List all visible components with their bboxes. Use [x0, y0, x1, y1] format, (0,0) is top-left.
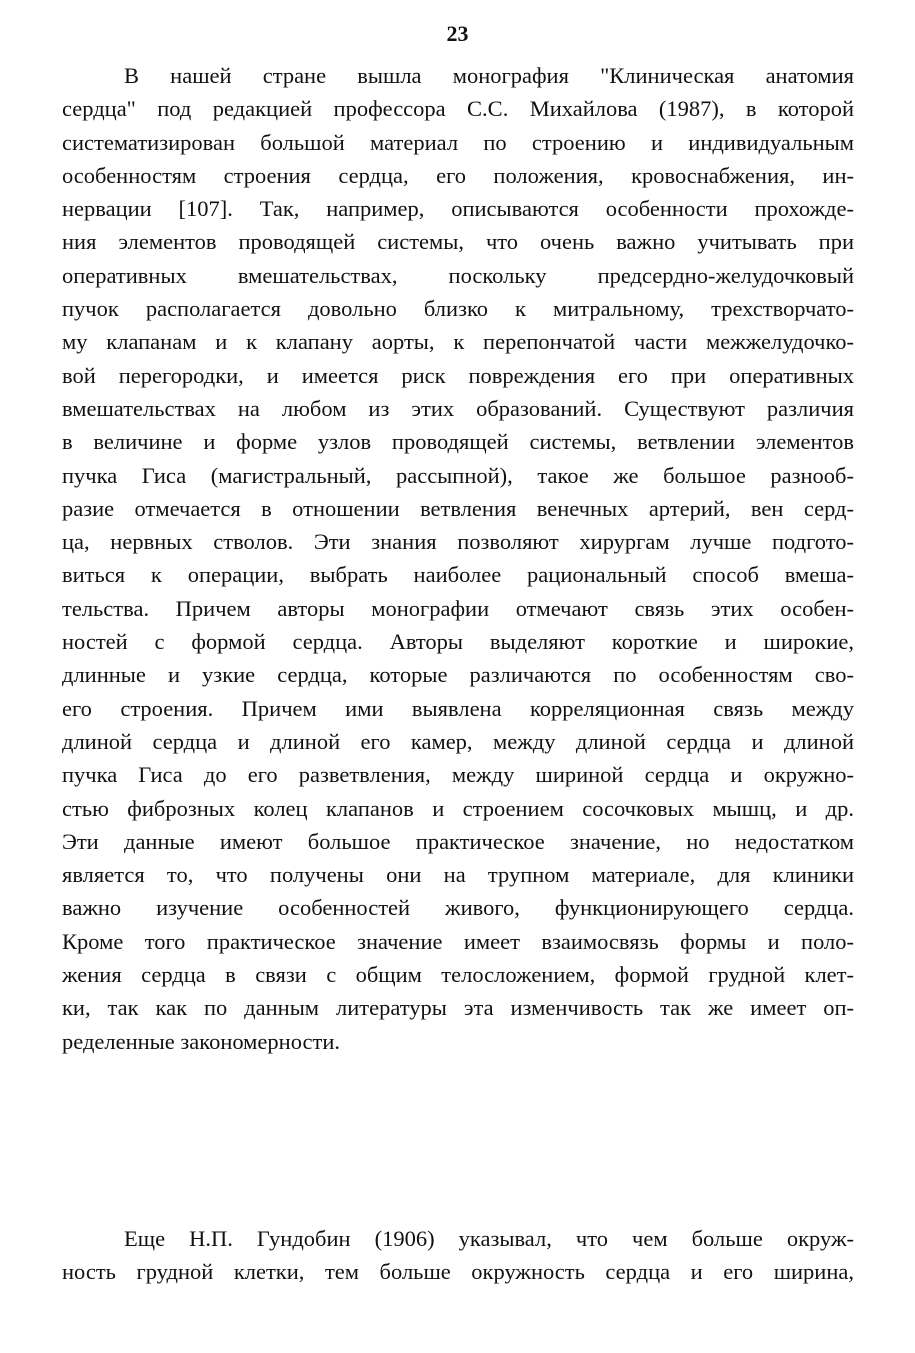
text-line: особенностям строения сердца, его положения, кровоснабжения, ин- [62, 162, 854, 188]
text-line: является то, что получены они на трупном материале, для клиники [62, 862, 854, 888]
text-line: Еще Н.П. Гундобин (1906) указывал, что чем больше окруж- [124, 1226, 854, 1251]
text-line: стью фиброзных колец клапанов и строением сосочковых мышц, и др. [62, 795, 854, 821]
text-line: ния элементов проводящей системы, что очень важно учитывать при [62, 229, 854, 255]
text-line: жения сердца в связи с общим телосложением, формой грудной клет- [62, 962, 854, 988]
text-line: ца, нервных стволов. Эти знания позволяют хирургам лучше подгото- [62, 529, 854, 555]
text-line: систематизирован большой материал по строению и индивидуальным [62, 129, 854, 155]
text-line: оперативных вмешательствах, поскольку предсердно-желудочковый [62, 262, 854, 288]
text-line: вой перегородки, и имеется риск повреждения его при оперативных [62, 362, 854, 388]
text-line: Эти данные имеют большое практическое значение, но недостатком [62, 828, 854, 854]
text-line: важно изучение особенностей живого, функционирующего сердца. [62, 895, 854, 921]
text-line: виться к операции, выбрать наиболее рациональный способ вмеша- [62, 562, 854, 588]
page-number: 23 [446, 21, 469, 46]
text-line: ность грудной клетки, тем больше окружность сердца и его ширина, [62, 1259, 854, 1285]
text-line: вмешательствах на любом из этих образований. Существуют различия [62, 395, 854, 421]
text-line: нервации [107]. Так, например, описываются особенности прохожде- [62, 196, 854, 222]
text-line: В нашей стране вышла монография "Клиническая анатомия [124, 63, 854, 88]
text-line: его строения. Причем ими выявлена корреляционная связь между [62, 695, 854, 721]
text-line: сердца" под редакцией профессора С.С. Михайлова (1987), в которой [62, 96, 854, 122]
text-line: му клапанам и к клапану аорты, к перепончатой части межжелудочко- [62, 329, 854, 355]
paragraph [62, 59, 854, 1058]
text-line: длиной сердца и длиной его камер, между длиной сердца и длиной [62, 728, 854, 754]
text-line: разие отмечается в отношении ветвления венечных артерий, вен серд- [62, 495, 854, 521]
text-line: Кроме того практическое значение имеет взаимосвязь формы и поло- [62, 928, 854, 954]
text-line: ределенные закономерности. [62, 1028, 340, 1054]
text-line: тельства. Причем авторы монографии отмечают связь этих особен- [62, 595, 854, 621]
text-line: ностей с формой сердца. Авторы выделяют короткие и широкие, [62, 629, 854, 655]
text-line: в величине и форме узлов проводящей системы, ветвлении элементов [62, 429, 854, 455]
text-line: ки, так как по данным литературы эта изменчивость так же имеет оп- [62, 995, 854, 1021]
paragraph [62, 1222, 854, 1289]
text-line: пучок располагается довольно близко к митральному, трехстворчато- [62, 296, 854, 322]
text-line: пучка Гиса до его разветвления, между шириной сердца и окружно- [62, 762, 854, 788]
text-line: пучка Гиса (магистральный, рассыпной), такое же большое разнооб- [62, 462, 854, 488]
text-line: длинные и узкие сердца, которые различаются по особенностям сво- [62, 662, 854, 688]
